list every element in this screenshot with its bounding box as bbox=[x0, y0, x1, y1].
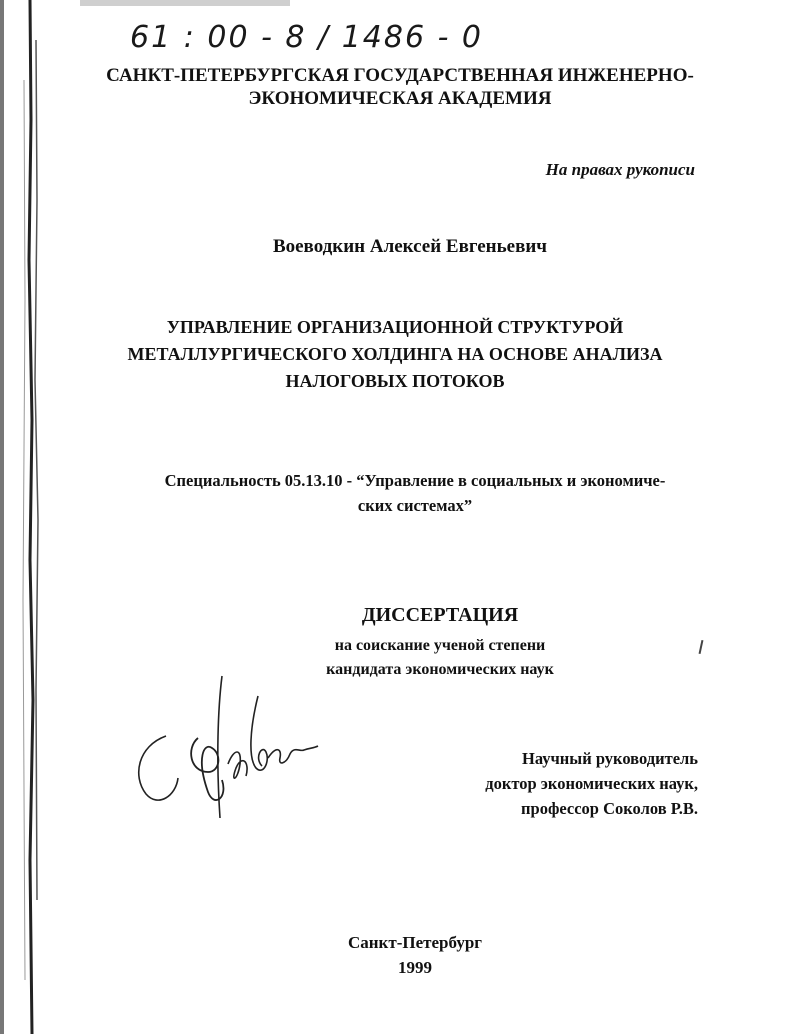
place-and-year bbox=[250, 930, 580, 980]
signature-handwritten bbox=[118, 668, 328, 828]
title-line-2: МЕТАЛЛУРГИЧЕСКОГО ХОЛДИНГА НА ОСНОВЕ АНАЛИЗА bbox=[127, 344, 663, 364]
supervisor-line-3: профессор Соколов Р.В. bbox=[521, 799, 698, 818]
dissertation-title bbox=[100, 314, 690, 395]
degree-line-2: кандидата экономических наук bbox=[326, 661, 554, 678]
scientific-supervisor bbox=[420, 746, 698, 821]
dissertation-heading: ДИССЕРТАЦИЯ bbox=[361, 604, 519, 626]
title-line-3: НАЛОГОВЫХ ПОТОКОВ bbox=[285, 371, 505, 391]
city: Санкт-Петербург bbox=[347, 933, 483, 952]
academy-name-line-2: ЭКОНОМИЧЕСКАЯ АКАДЕМИЯ bbox=[248, 88, 552, 109]
archive-number-handwritten: 61 : 00 - 8 / 1486 - 0 bbox=[130, 20, 484, 55]
manuscript-rights-note: На правах рукописи bbox=[545, 160, 695, 179]
scan-edge-border bbox=[0, 0, 42, 1034]
scan-top-mark bbox=[80, 0, 290, 6]
title-line-1: УПРАВЛЕНИЕ ОРГАНИЗАЦИОННОЙ СТРУКТУРОЙ bbox=[166, 317, 624, 337]
academy-name bbox=[90, 64, 710, 110]
specialty-line-1: Специальность 05.13.10 - “Управление в социальных и экономиче- bbox=[164, 471, 666, 490]
academy-name-line-1: САНКТ-ПЕТЕРБУРГСКАЯ ГОСУДАРСТВЕННАЯ ИНЖЕНЕРНО- bbox=[106, 65, 694, 86]
specialty bbox=[120, 468, 710, 518]
author-name: Воеводкин Алексей Евгеньевич bbox=[272, 236, 548, 257]
degree-line-1: на соискание ученой степени bbox=[334, 637, 546, 654]
supervisor-line-1: Научный руководитель bbox=[522, 749, 698, 768]
specialty-line-2: ских системах” bbox=[357, 496, 473, 515]
year: 1999 bbox=[398, 958, 432, 977]
margin-tick-mark bbox=[699, 640, 704, 654]
supervisor-line-2: доктор экономических наук, bbox=[485, 774, 698, 793]
